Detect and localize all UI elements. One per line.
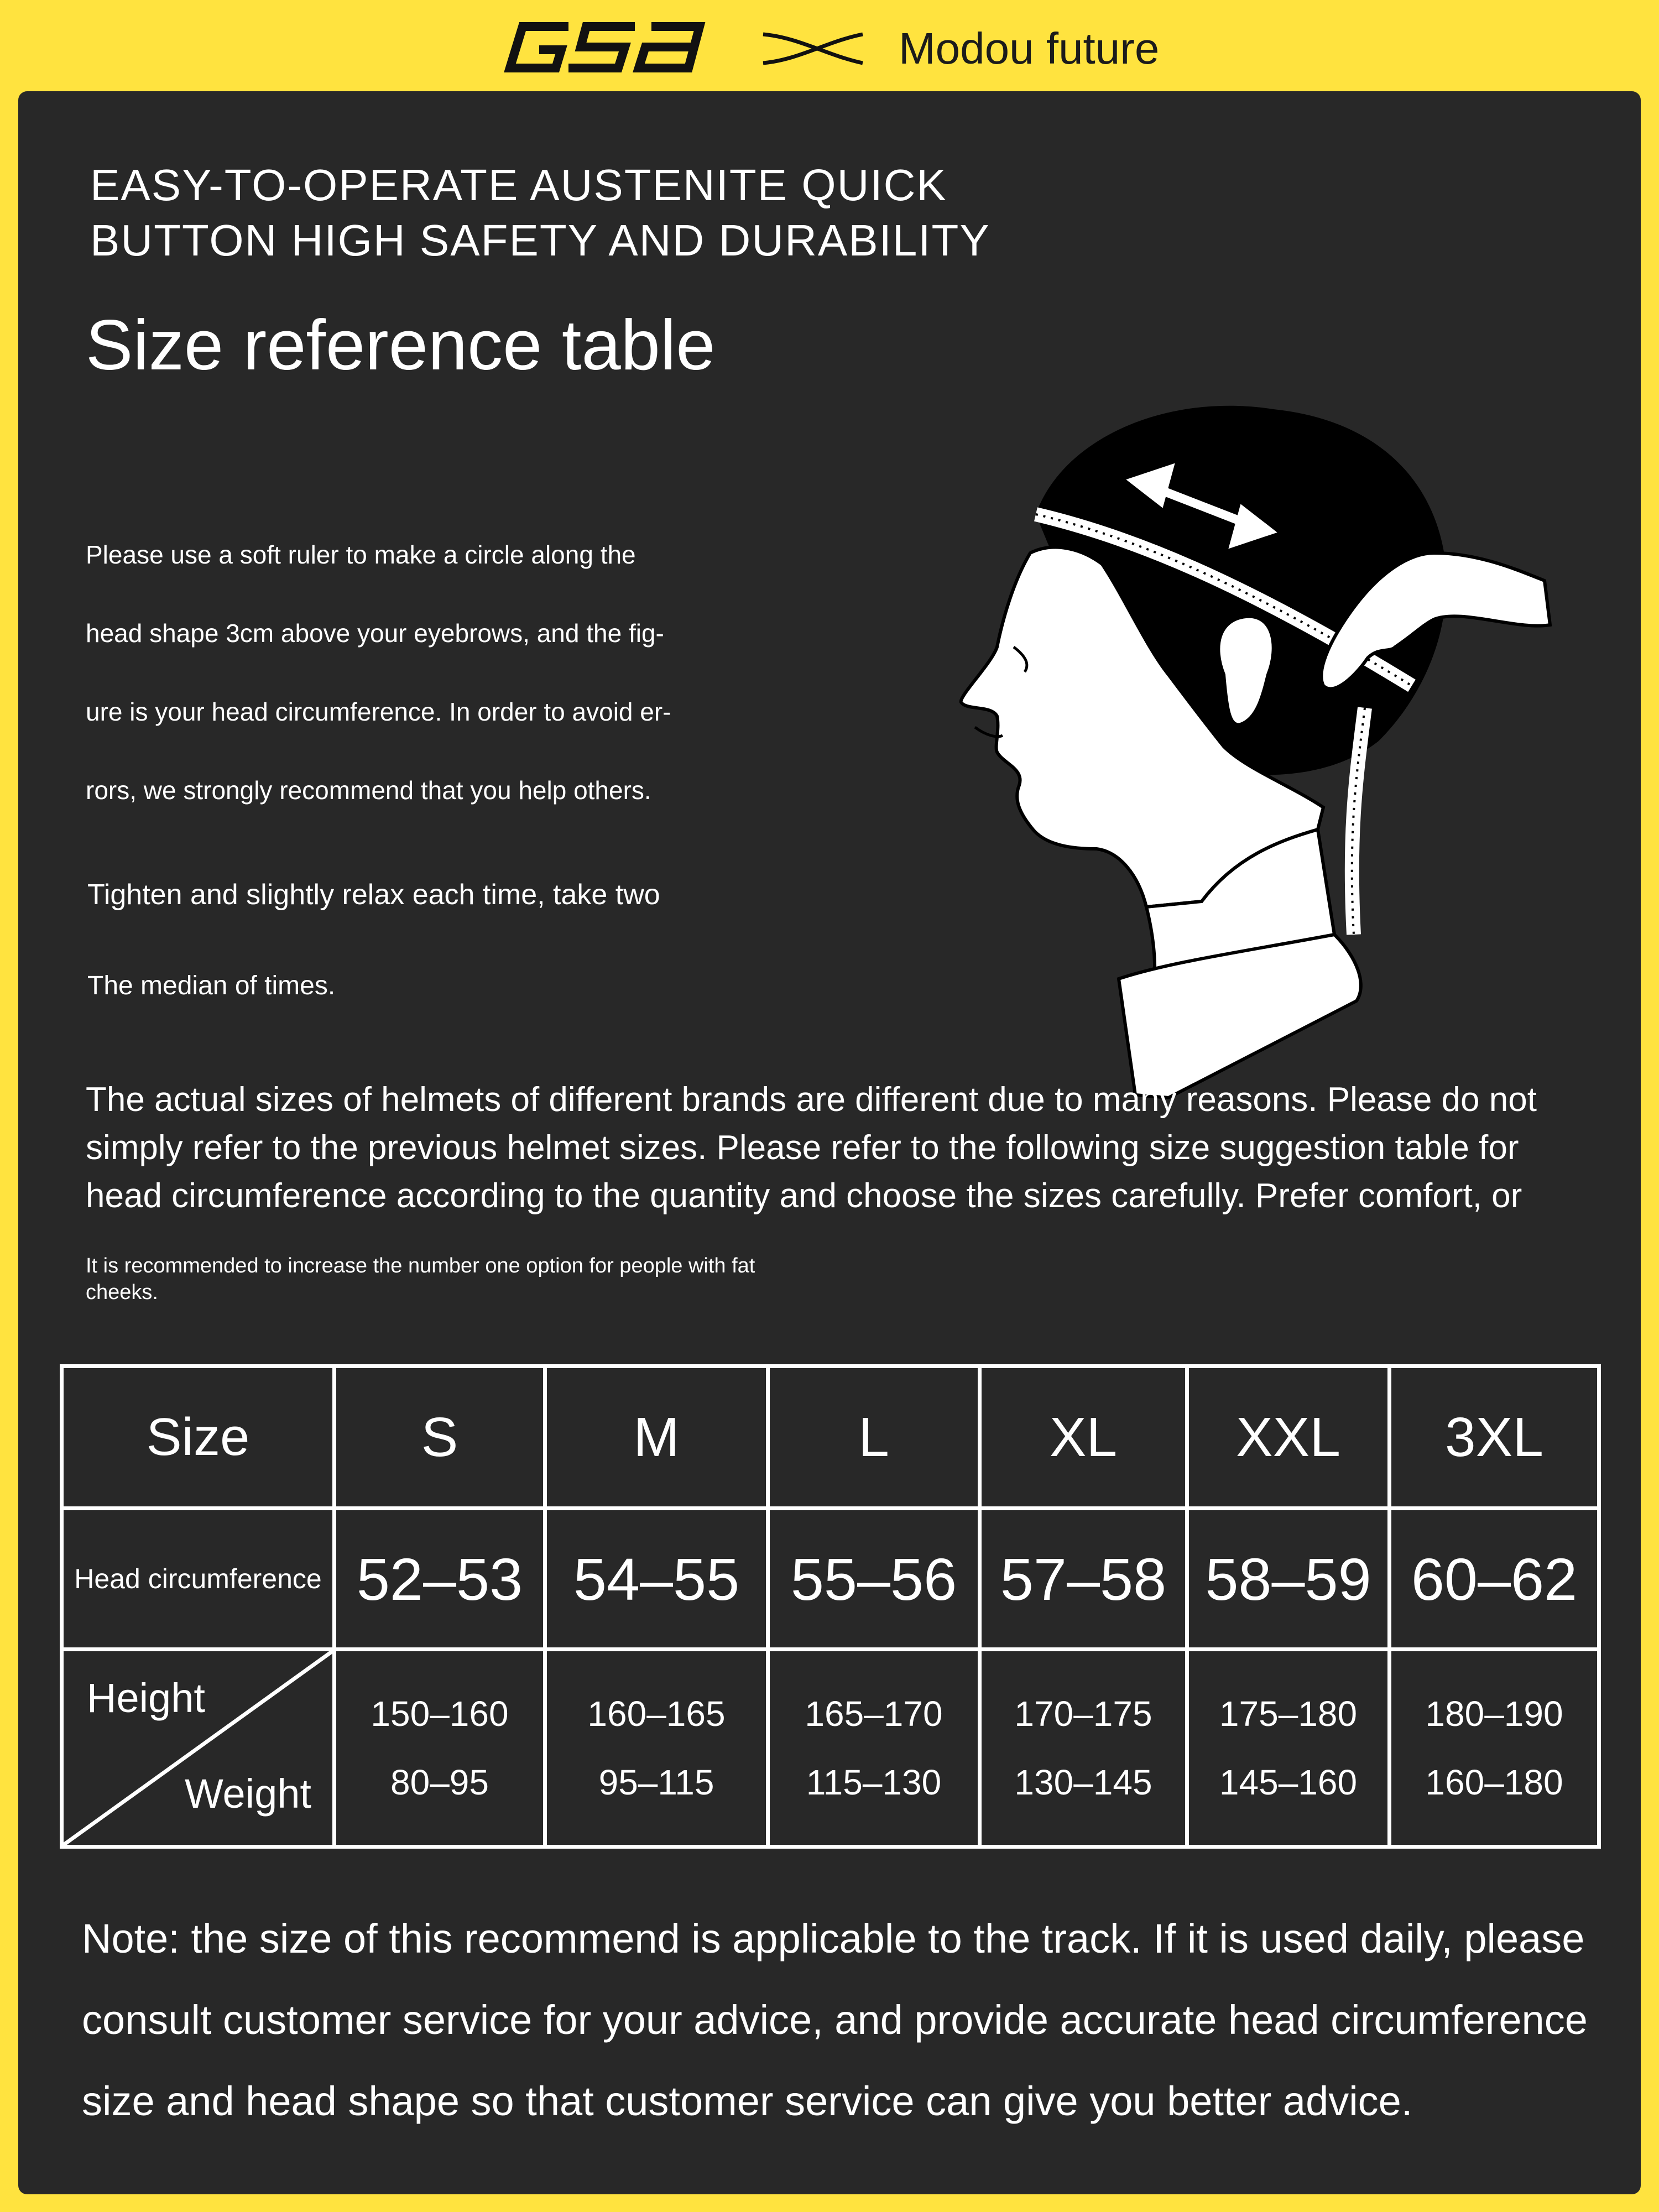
size-cell: S (335, 1366, 545, 1509)
weight-label: Weight (185, 1771, 311, 1817)
height-weight-cell (335, 1650, 545, 1847)
circumference-cell: 54–55 (545, 1509, 768, 1650)
size-cell: XL (980, 1366, 1187, 1509)
circumference-cell: 60–62 (1390, 1509, 1599, 1650)
disclaimer-line: The actual sizes of helmets of different brands are different due to many reasons. Please do not (86, 1081, 1537, 1119)
weight-value: 130–145 (1014, 1762, 1152, 1802)
height-label: Height (87, 1675, 205, 1721)
height-weight-cell (768, 1650, 980, 1847)
head-measurement-illustration (936, 387, 1564, 1100)
tagline (90, 158, 990, 268)
note-line: consult customer service for your advice, and provide accurate head circumference (82, 1997, 1588, 2043)
table-row (62, 1509, 1599, 1650)
size-cell: XXL (1187, 1366, 1390, 1509)
weight-value: 145–160 (1219, 1762, 1358, 1802)
circumference-cell: 57–58 (980, 1509, 1187, 1650)
disclaimer-line: simply refer to the previous helmet sizes. Please refer to the following size suggestion table for (86, 1129, 1519, 1167)
height-weight-cell (1390, 1650, 1599, 1847)
height-value: 160–165 (587, 1694, 726, 1734)
size-cell: 3XL (1390, 1366, 1599, 1509)
height-weight-cell (1187, 1650, 1390, 1847)
size-disclaimer (86, 1076, 1623, 1220)
height-value: 170–175 (1014, 1694, 1152, 1734)
instruction-line: ure is your head circumference. In order to avoid er- (86, 697, 671, 726)
weight-value: 115–130 (806, 1762, 942, 1802)
weight-value: 80–95 (390, 1762, 489, 1802)
tagline-line: EASY-TO-OPERATE AUSTENITE QUICK (90, 160, 947, 210)
size-cell: M (545, 1366, 768, 1509)
height-value: 150–160 (371, 1694, 509, 1734)
table-row (62, 1650, 1599, 1847)
height-weight-cell (980, 1650, 1187, 1847)
table-row (62, 1366, 1599, 1509)
height-value: 180–190 (1425, 1694, 1563, 1734)
gsb-logo-icon (503, 21, 708, 74)
size-cell: L (768, 1366, 980, 1509)
disclaimer-line: head circumference according to the quantity and choose the sizes carefully. Prefer comfort, or (86, 1177, 1522, 1215)
note-line: Note: the size of this recommend is applicable to the track. If it is used daily, please (82, 1916, 1585, 1961)
instruction-line: head shape 3cm above your eyebrows, and the fig- (86, 619, 664, 648)
circumference-header-cell: Head circumference (62, 1509, 335, 1650)
brand-name: Modou future (899, 24, 1160, 73)
note-line: size and head shape so that customer service can give you better advice. (82, 2078, 1413, 2124)
header (0, 0, 1659, 91)
cross-logo-icon (760, 28, 865, 69)
tagline-line: BUTTON HIGH SAFETY AND DURABILITY (90, 216, 990, 265)
page-title: Size reference table (86, 306, 716, 385)
circumference-cell: 58–59 (1187, 1509, 1390, 1650)
weight-value: 160–180 (1425, 1762, 1563, 1802)
height-weight-header-cell (62, 1650, 335, 1847)
instruction-line: Please use a soft ruler to make a circle along the (86, 540, 636, 569)
size-table (60, 1364, 1601, 1849)
circumference-cell: 55–56 (768, 1509, 980, 1650)
fat-cheek-note: It is recommended to increase the number one option for people with fat cheeks. (86, 1254, 755, 1304)
circumference-cell: 52–53 (335, 1509, 545, 1650)
height-value: 175–180 (1219, 1694, 1358, 1734)
instruction-line: Tighten and slightly relax each time, take two (87, 879, 660, 911)
instruction-line: The median of times. (87, 971, 336, 1000)
instruction-line: rors, we strongly recommend that you help others. (86, 776, 651, 805)
height-value: 165–170 (805, 1694, 943, 1734)
weight-value: 95–115 (598, 1762, 714, 1802)
size-guide-panel (18, 91, 1641, 2194)
usage-note (82, 1898, 1619, 2142)
size-header-cell: Size (62, 1366, 335, 1509)
height-weight-cell (545, 1650, 768, 1847)
